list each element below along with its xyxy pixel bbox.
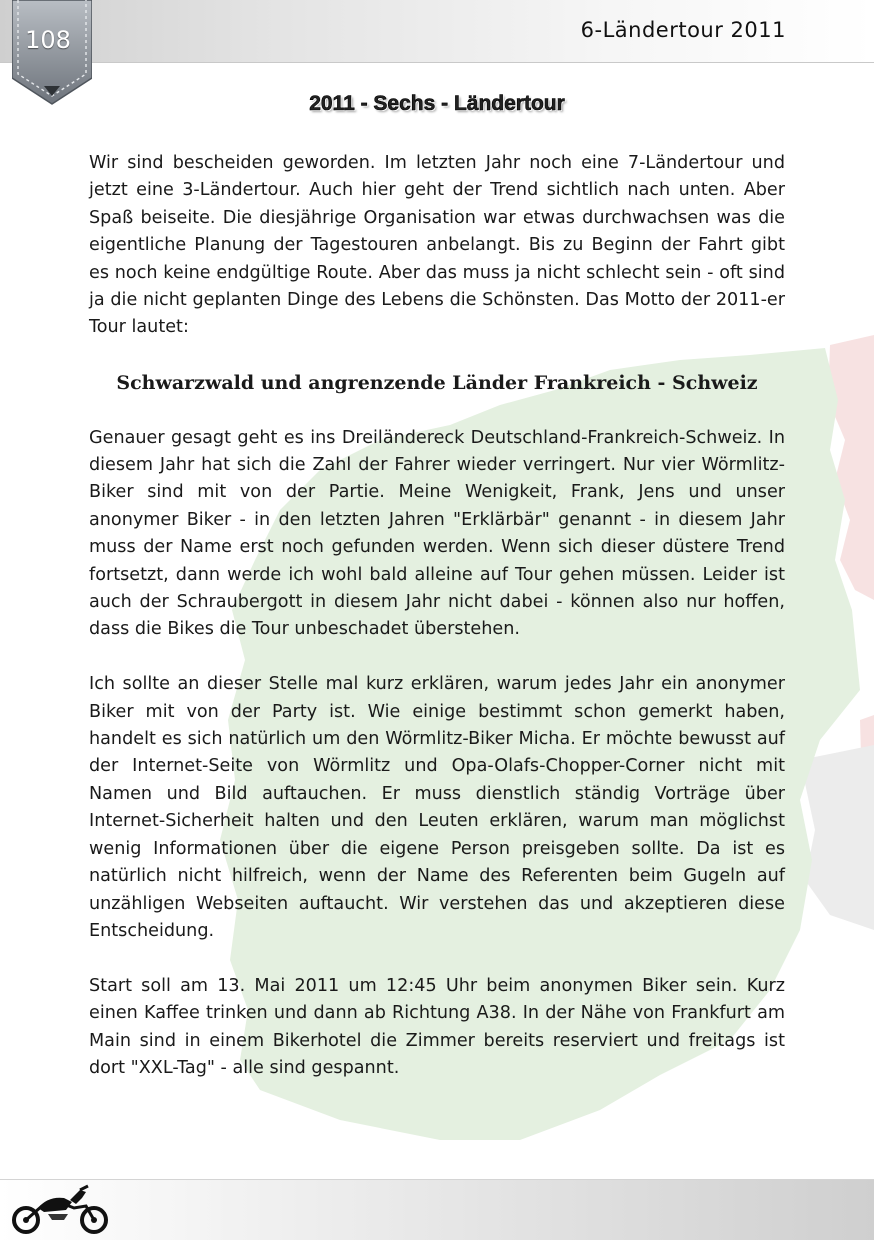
footer-bar [0,1179,874,1240]
paragraph-riders: Genauer gesagt geht es ins Dreiländereck Deutschland-Frankreich-Schweiz. In diesem Jahr hat sich die Zahl der Fahrer wieder verringert. Nur vier Wörmlitz-Biker sind mit von der Partie. Meine Wenigkeit, Frank, Jens und unser anonymer Biker - in den letzten Jahren "Erklärbär" genannt - in diesem Jahr muss der Name erst noch gefunden werden. Wenn sich dieser düstere Trend fortsetzt, dann werde ich wohl bald alleine auf Tour gehen müssen. Leider ist auch der Schraubergott in diesem Jahr nicht dabei - können also nur hoffen, dass die Bikes die Tour unbeschadet überstehen. [89,427,785,640]
article-body [89,88,785,1110]
paragraph-intro: Wir sind bescheiden geworden. Im letzten Jahr noch eine 7-Ländertour und jetzt eine 3-Ländertour. Auch hier geht der Trend sichtlich nach unten. Aber Spaß beiseite. Die diesjährige Organisation war etwas durchwachsen was die eigentliche Planung der Tagestouren anbelangt. Bis zu Beginn der Fahrt gibt es noch keine endgültige Route. Aber das muss ja nicht schlecht sein - oft sind ja die nicht geplanten Dinge des Lebens die Schönsten. Das Motto der 2011-er Tour lautet: [89,153,785,338]
map-region-gray [800,745,874,930]
page-number: 108 [25,26,71,54]
running-title: 6-Ländertour 2011 [580,18,786,42]
tour-motto: Schwarzwald und angrenzende Länder Frankreich - Schweiz [116,372,758,395]
paragraph-anonymous-biker: Ich sollte an dieser Stelle mal kurz erklären, warum jedes Jahr ein anonymer Biker mit von der Party ist. Wie einige bestimmt schon gemerkt haben, handelt es sich natürlich um den Wörmlitz-Biker Micha. Er möchte bewusst auf der Internet-Seite von Wörmlitz und Opa-Olafs-Chopper-Corner nicht mit Namen und Bild auftauchen. Er muss dienstlich ständig Vorträge über Internet-Sicherheit halten und den Leuten erklären, warum man möglichst wenig Informationen über die eigene Person preisgeben sollte. Da ist es natürlich nicht hilfreich, wenn der Name des Referenten beim Gugeln auf unzähligen Webseiten auftaucht. Wir verstehen das und akzeptieren diese Entscheidung. [89,674,785,941]
header-bar [0,0,874,63]
motorcycle-icon [8,1184,112,1234]
paragraph-start: Start soll am 13. Mai 2011 um 12:45 Uhr beim anonymen Biker sein. Kurz einen Kaffee trinken und dann ab Richtung A38. In der Nähe von Frankfurt am Main sind in einem Bikerhotel die Zimmer bereits reserviert und freitags ist dort "XXL-Tag" - alle sind gespannt. [89,975,785,1078]
bookmark-tab-icon [12,0,92,108]
article-title: 2011 - Sechs - Ländertour [309,92,565,115]
